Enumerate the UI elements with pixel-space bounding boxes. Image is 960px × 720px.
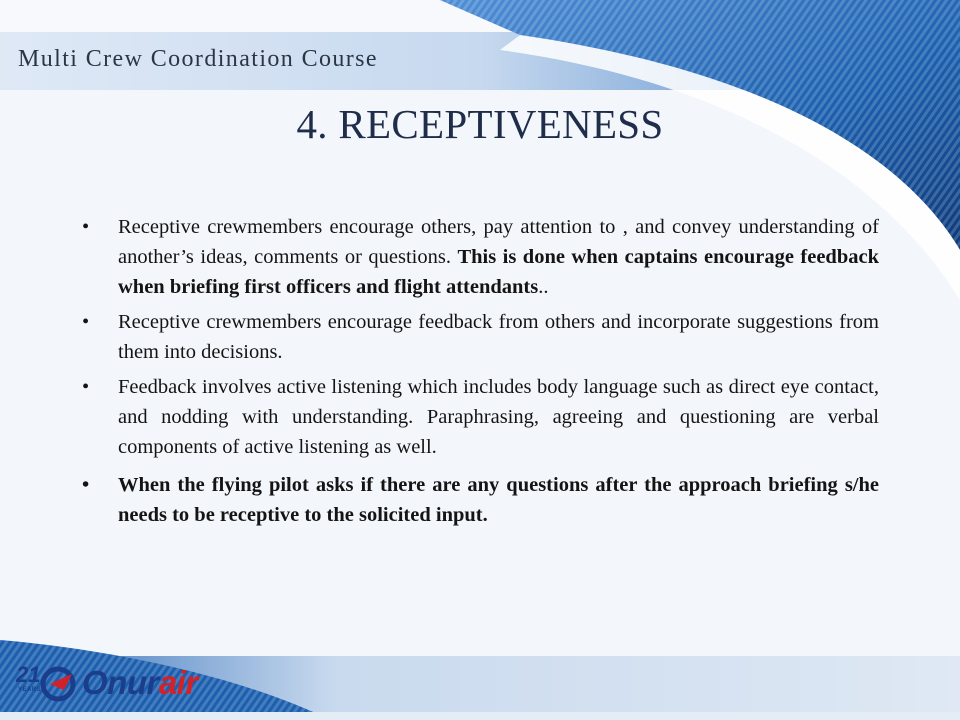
logo-years: YEARS [18, 687, 42, 693]
bullet-text: Receptive crewmembers encourage others, pay attention to , and convey understanding of another’s ideas, comments or questions. [118, 216, 879, 268]
slide-title: 4. RECEPTIVENESS [296, 101, 664, 147]
bullet-item [82, 470, 879, 530]
bullet-marker: • [82, 216, 90, 238]
logo-wordmark-part1: Onur [82, 664, 159, 701]
course-title: Multi Crew Coordination Course [18, 46, 378, 72]
onurair-logo [14, 660, 224, 708]
logo-wordmark [82, 664, 198, 702]
bullet-list [82, 212, 879, 535]
bullet-marker: • [82, 474, 90, 496]
bullet-text: Feedback involves active listening which includes body language such as direct eye contact, and nodding with understanding. Paraphrasing, agreeing and questioning are verbal components of active listening as well. [118, 376, 879, 458]
bullet-text-tail: .. [538, 276, 549, 298]
bullet-marker: • [82, 376, 90, 398]
bullet-item [82, 212, 879, 302]
bullet-marker: • [82, 311, 90, 333]
bullet-text: Receptive crewmembers encourage feedback from others and incorporate suggestions from them into decisions. [118, 311, 879, 363]
logo-number: 21 [16, 662, 41, 687]
bullet-text: When the flying pilot asks if there are any questions after the approach briefing s/he needs to be receptive to the solicited input. [118, 474, 879, 526]
logo-wordmark-part2: air [158, 664, 198, 701]
bullet-item [82, 307, 879, 367]
bullet-item [82, 372, 879, 462]
bullet-text-emphasis: This is done when captains encourage feedback when briefing first officers and flight attendants [118, 246, 879, 298]
